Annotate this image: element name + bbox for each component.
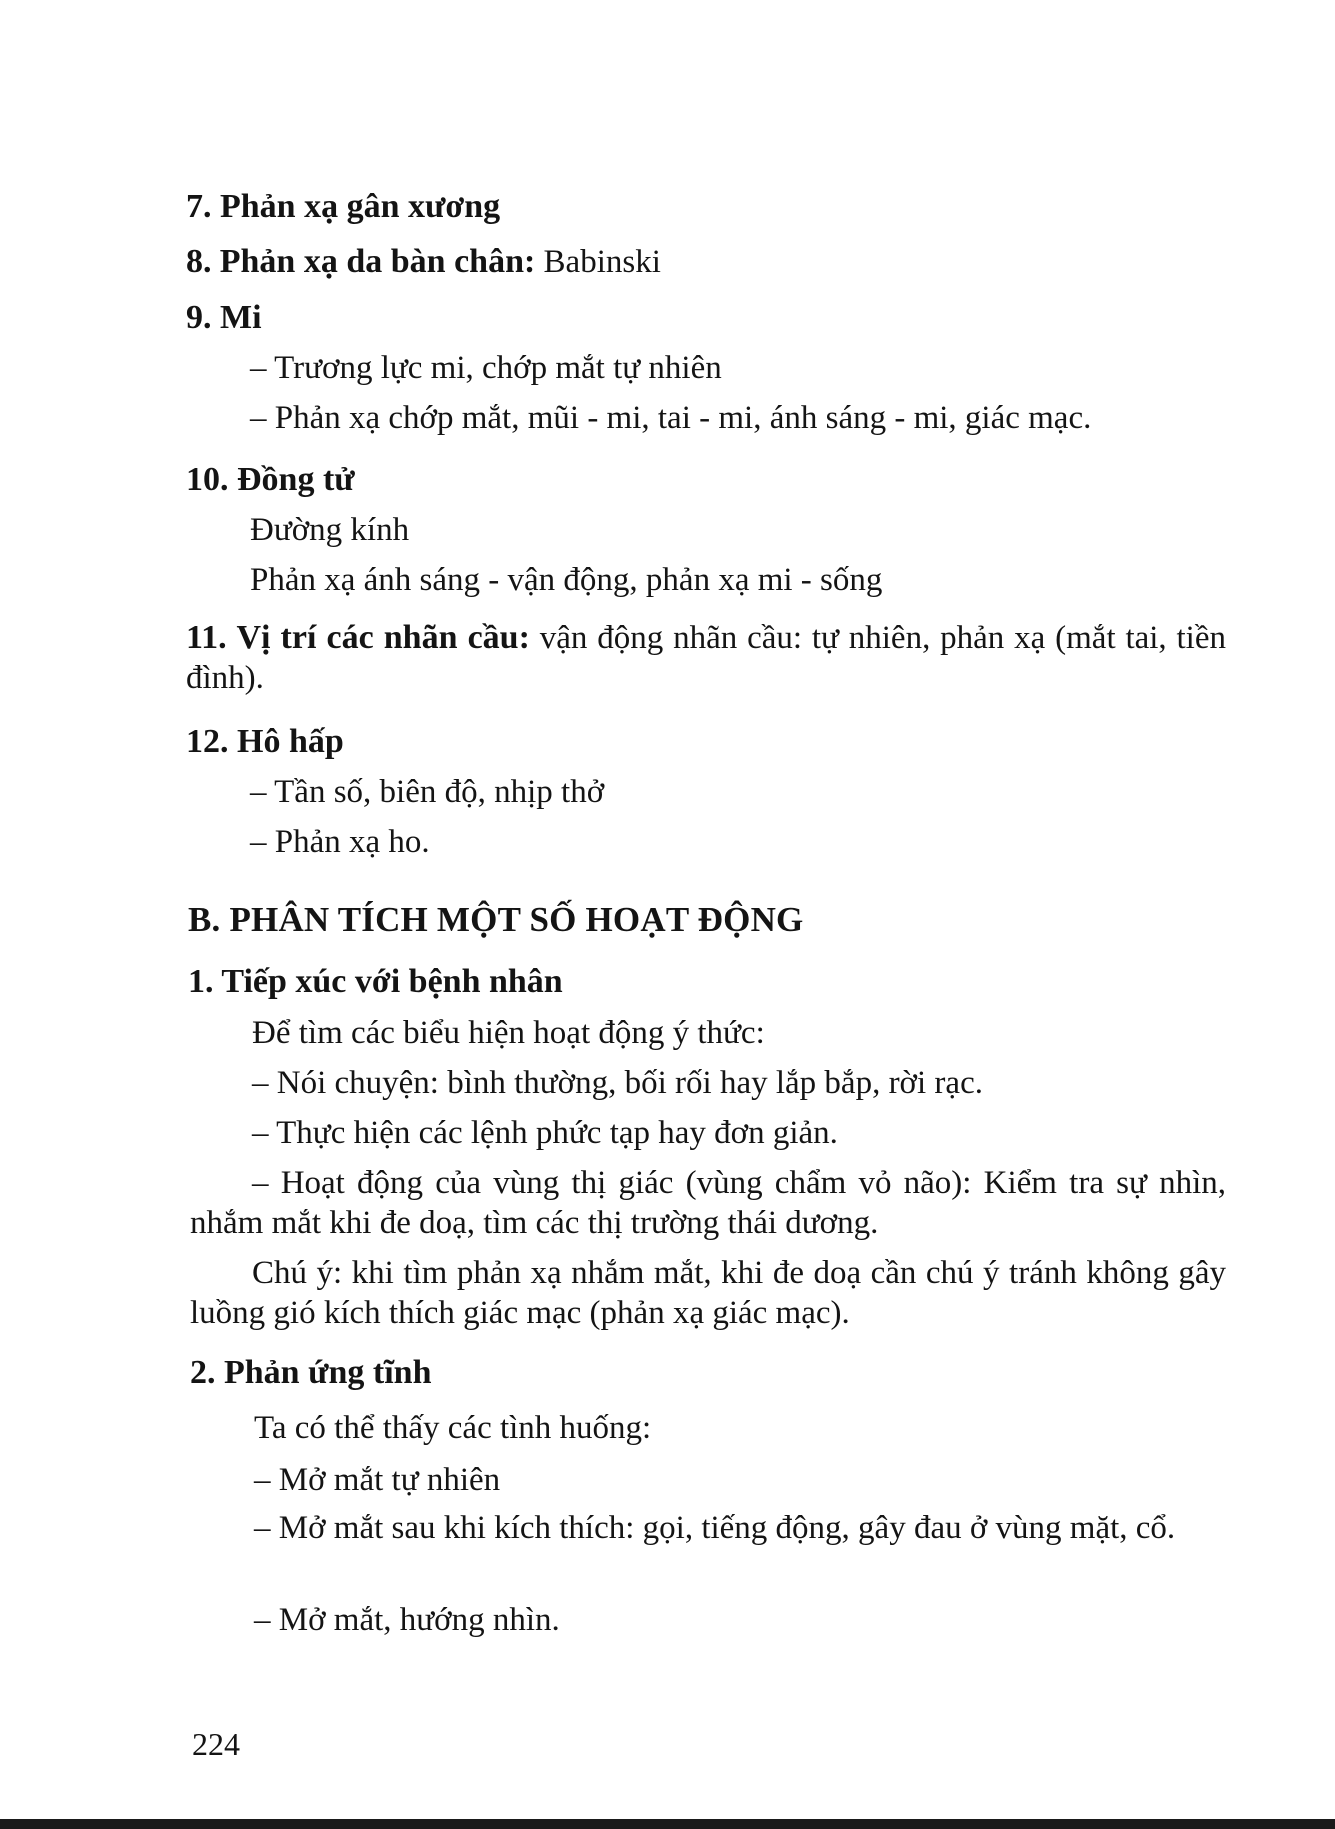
item-12-heading [186,722,344,762]
item-8-heading [186,242,661,282]
section-b2-title: Phản ứng tĩnh [224,1354,432,1391]
section-b-heading: B. PHÂN TÍCH MỘT SỐ HOẠT ĐỘNG [188,900,804,939]
item-8-text: Babinski [535,244,661,280]
section-b2-paragraph: – Mở mắt sau khi kích thích: gọi, tiếng động, gây đau ở vùng mặt, cổ. [254,1510,1176,1546]
item-8-number: 8. [186,243,212,280]
section-b2-line-2: – Mở mắt, hướng nhìn. [254,1602,560,1638]
section-b2-number: 2. [190,1354,216,1391]
item-11-paragraph [186,618,1226,698]
item-10-line-2: Phản xạ ánh sáng - vận động, phản xạ mi - sống [250,562,883,598]
section-b1-title: Tiếp xúc với bệnh nhân [221,963,563,1000]
section-b2-line-1: – Mở mắt tự nhiên [254,1462,501,1498]
item-9-line-1: – Trương lực mi, chớp mắt tự nhiên [250,350,722,386]
section-b1-number: 1. [188,963,214,1000]
section-b1-paragraph-2: Chú ý: khi tìm phản xạ nhắm mắt, khi đe doạ cần chú ý tránh không gây luồng gió kích thích giác mạc (phản xạ giác mạc). [190,1255,1226,1331]
section-b2-intro: Ta có thể thấy các tình huống: [254,1410,652,1446]
section-b1-line-1: – Nói chuyện: bình thường, bối rối hay lắp bắp, rời rạc. [252,1065,983,1101]
item-10-heading [186,460,355,500]
item-9-heading [186,298,262,338]
item-12-number: 12. [186,723,229,760]
item-12-title: Hô hấp [237,723,344,760]
item-9-number: 9. [186,299,212,336]
item-7-heading [186,187,500,227]
page-number: 224 [192,1726,240,1762]
item-11-number: 11. [186,619,227,656]
item-7-title: Phản xạ gân xương [220,188,501,225]
item-11-title: Vị trí các nhãn cầu: [236,619,530,656]
section-b1-line-2: – Thực hiện các lệnh phức tạp hay đơn giản. [252,1115,838,1151]
item-12-line-1: – Tần số, biên độ, nhịp thở [250,774,605,810]
item-10-line-1: Đường kính [250,512,410,548]
scan-bottom-edge [0,1819,1335,1829]
section-b1-intro: Để tìm các biểu hiện hoạt động ý thức: [252,1015,765,1051]
item-7-number: 7. [186,188,212,225]
item-10-number: 10. [186,461,229,498]
item-8-title: Phản xạ da bàn chân: [219,243,536,280]
item-9-title: Mi [220,299,262,336]
section-b1-paragraph-1: – Hoạt động của vùng thị giác (vùng chẩm vỏ não): Kiểm tra sự nhìn, nhắm mắt khi đe doạ, tìm các thị trường thái dương. [190,1165,1226,1241]
item-12-line-2: – Phản xạ ho. [250,824,430,860]
section-b1-heading [188,962,563,1002]
section-b2-heading [190,1353,432,1393]
item-11-text: vận động nhãn cầu: tự nhiên, phản xạ (mắt tai, tiền đình). [186,620,1226,696]
item-10-title: Đồng tử [237,461,355,498]
item-9-line-2: – Phản xạ chớp mắt, mũi - mi, tai - mi, ánh sáng - mi, giác mạc. [250,400,1092,436]
